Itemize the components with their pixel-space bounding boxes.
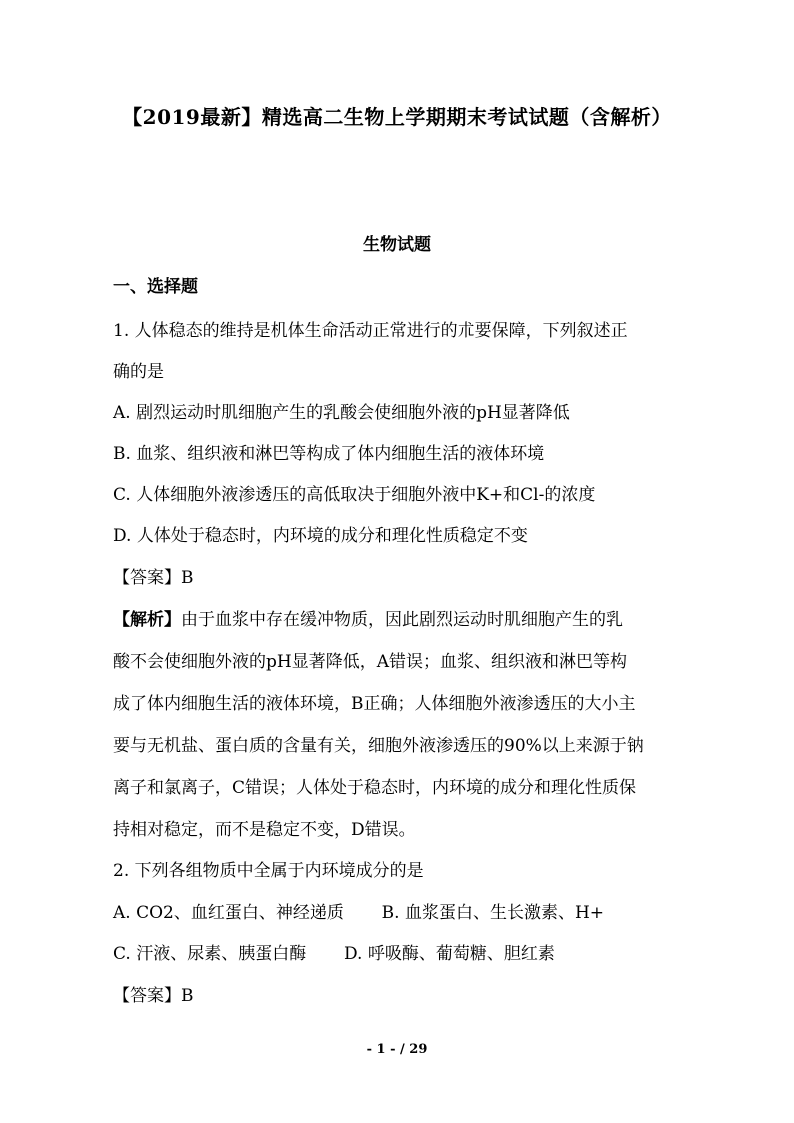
- section-heading: 一、选择题: [113, 277, 198, 297]
- question-1-analysis-line-4: 要与无机盐、蛋白质的含量有关，细胞外液渗透压的90%以上来源于钠: [113, 736, 644, 756]
- question-1-stem-line-2: 确的是: [113, 362, 164, 382]
- question-1-analysis-line-1: [113, 605, 693, 630]
- question-2-stem: 2. 下列各组物质中全属于内环境成分的是: [113, 861, 424, 881]
- question-2-answer: 【答案】B: [113, 986, 194, 1006]
- question-1-analysis-line-3: 成了体内细胞生活的液体环境，B正确；人体细胞外液渗透压的大小主: [113, 694, 636, 714]
- page-number: - 1 - / 29: [366, 1042, 428, 1057]
- question-1-stem-line-1: 1. 人体稳态的维持是机体生命活动正常进行的朮要保障，下列叙述正: [113, 321, 628, 341]
- question-1-analysis-line-2: 酸不会使细胞外液的pH显著降低，A错误；血浆、组织液和淋巴等构: [113, 652, 627, 672]
- document-title: 【2019最新】精选高二生物上学期期末考试试题（含解析）: [122, 105, 672, 129]
- question-1-option-a: A. 剧烈运动时肌细胞产生的乳酸会使细胞外液的pH显著降低: [113, 403, 570, 423]
- question-1-option-c: C. 人体细胞外液渗透压的高低取决于细胞外液中K+和Cl-的浓度: [113, 485, 596, 505]
- analysis-text: 由于血浆中存在缓冲物质，因此剧烈运动时肌细胞产生的乳: [181, 610, 623, 630]
- question-1-analysis-line-5: 离子和氯离子，C错误；人体处于稳态时，内环境的成分和理化性质保: [113, 778, 637, 798]
- question-1-option-d: D. 人体处于稳态时，内环境的成分和理化性质稳定不变: [113, 526, 528, 546]
- question-2-options-row-2: C. 汗液、尿素、胰蛋白酶 D. 呼吸酶、葡萄糖、胆红素: [113, 944, 555, 964]
- question-1-answer: 【答案】B: [113, 568, 194, 588]
- analysis-label: 【解析】: [113, 610, 181, 630]
- exam-subtitle: 生物试题: [363, 235, 431, 255]
- question-1-option-b: B. 血浆、组织液和淋巴等构成了体内细胞生活的液体环境: [113, 444, 545, 464]
- question-2-options-row-1: A. CO2、血红蛋白、神经递质 B. 血浆蛋白、生长激素、H+: [113, 903, 605, 923]
- question-1-analysis-line-6: 持相对稳定，而不是稳定不变，D错误。: [113, 820, 416, 840]
